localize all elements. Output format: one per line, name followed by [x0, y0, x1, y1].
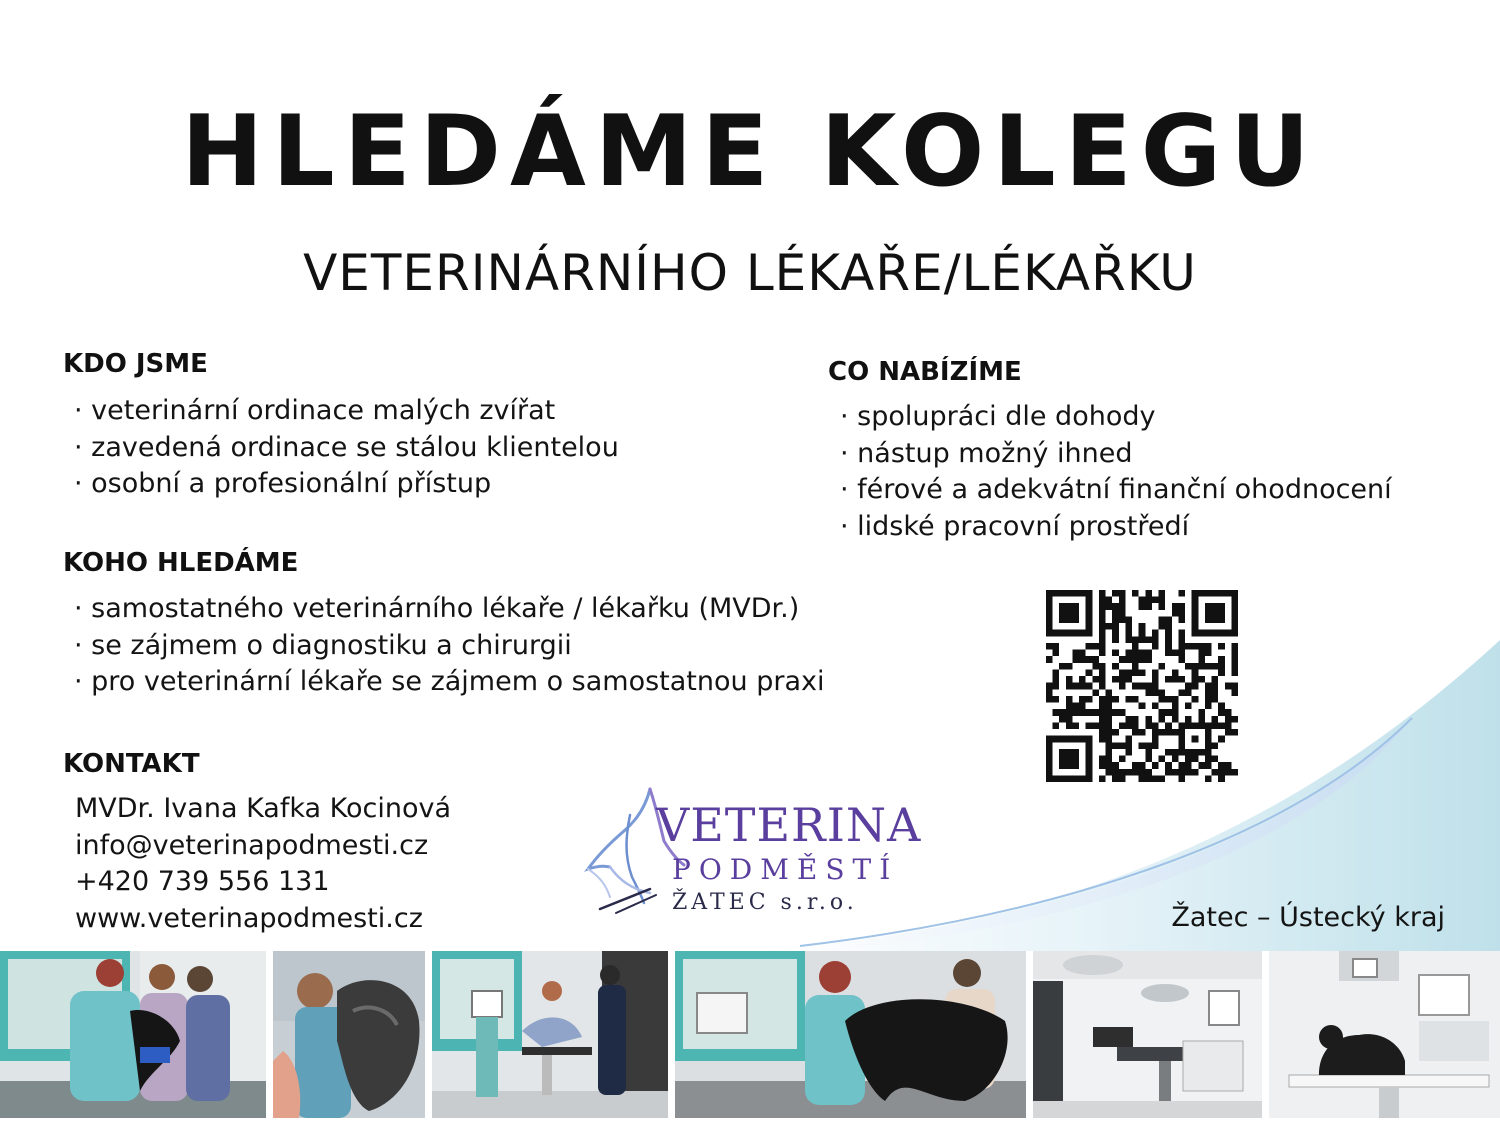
koho-hledame-list: [74, 591, 825, 701]
logo-line-3: ŽATEC s.r.o.: [672, 890, 858, 915]
page-title: HLEDÁME KOLEGU: [181, 95, 1319, 209]
list-item: · férové a adekvátní finanční ohodnocení: [840, 474, 1392, 505]
company-logo: [580, 785, 940, 920]
photo-team: [0, 951, 266, 1118]
contact-phone[interactable]: +420 739 556 131: [75, 866, 330, 897]
kdo-jsme-heading: KDO JSME: [63, 349, 208, 379]
list-item: · lidské pracovní prostředí: [840, 510, 1190, 542]
contact-website[interactable]: www.veterinapodmesti.cz: [75, 902, 423, 934]
list-item: · spolupráci dle dohody: [840, 401, 1156, 432]
photo-ultrasound-room: [432, 951, 668, 1118]
list-item: · veterinární ordinace malých zvířat: [74, 395, 556, 426]
page-subtitle: VETERINÁRNÍHO LÉKAŘE/LÉKAŘKU: [303, 244, 1197, 302]
list-item: · samostatného veterinárního lékaře / lékařku (MVDr.): [74, 593, 800, 624]
region-label: Žatec – Ústecký kraj: [1171, 902, 1445, 933]
co-nabizime-list: [840, 399, 1392, 545]
list-item: · se zájmem o diagnostiku a chirurgii: [74, 629, 572, 661]
contact-block: [75, 791, 451, 937]
list-item: · osobní a profesionální přístup: [74, 468, 492, 499]
photo-surgery-room: [1033, 951, 1262, 1118]
logo-line-2: PODMĚSTÍ: [672, 853, 899, 886]
list-item: · pro veterinární lékaře se zájmem o samostatnou praxi: [74, 666, 825, 697]
photo-exam-dog: [273, 951, 425, 1118]
co-nabizime-heading: CO NABÍZÍME: [828, 357, 1022, 387]
kontakt-heading: KONTAKT: [63, 749, 200, 779]
contact-name: MVDr. Ivana Kafka Kocinová: [75, 793, 452, 824]
contact-email[interactable]: info@veterinapodmesti.cz: [75, 829, 429, 861]
list-item: · nástup možný ihned: [840, 437, 1133, 469]
kdo-jsme-list: [74, 393, 619, 503]
logo-line-1: VETERINA: [656, 798, 922, 852]
qr-code-icon[interactable]: [1046, 590, 1238, 782]
photo-xray-dog: [1269, 951, 1500, 1118]
photo-consultation: [675, 951, 1026, 1118]
photo-strip: [0, 951, 1500, 1125]
koho-hledame-heading: KOHO HLEDÁME: [63, 548, 299, 578]
list-item: · zavedená ordinace se stálou klientelou: [74, 431, 619, 463]
